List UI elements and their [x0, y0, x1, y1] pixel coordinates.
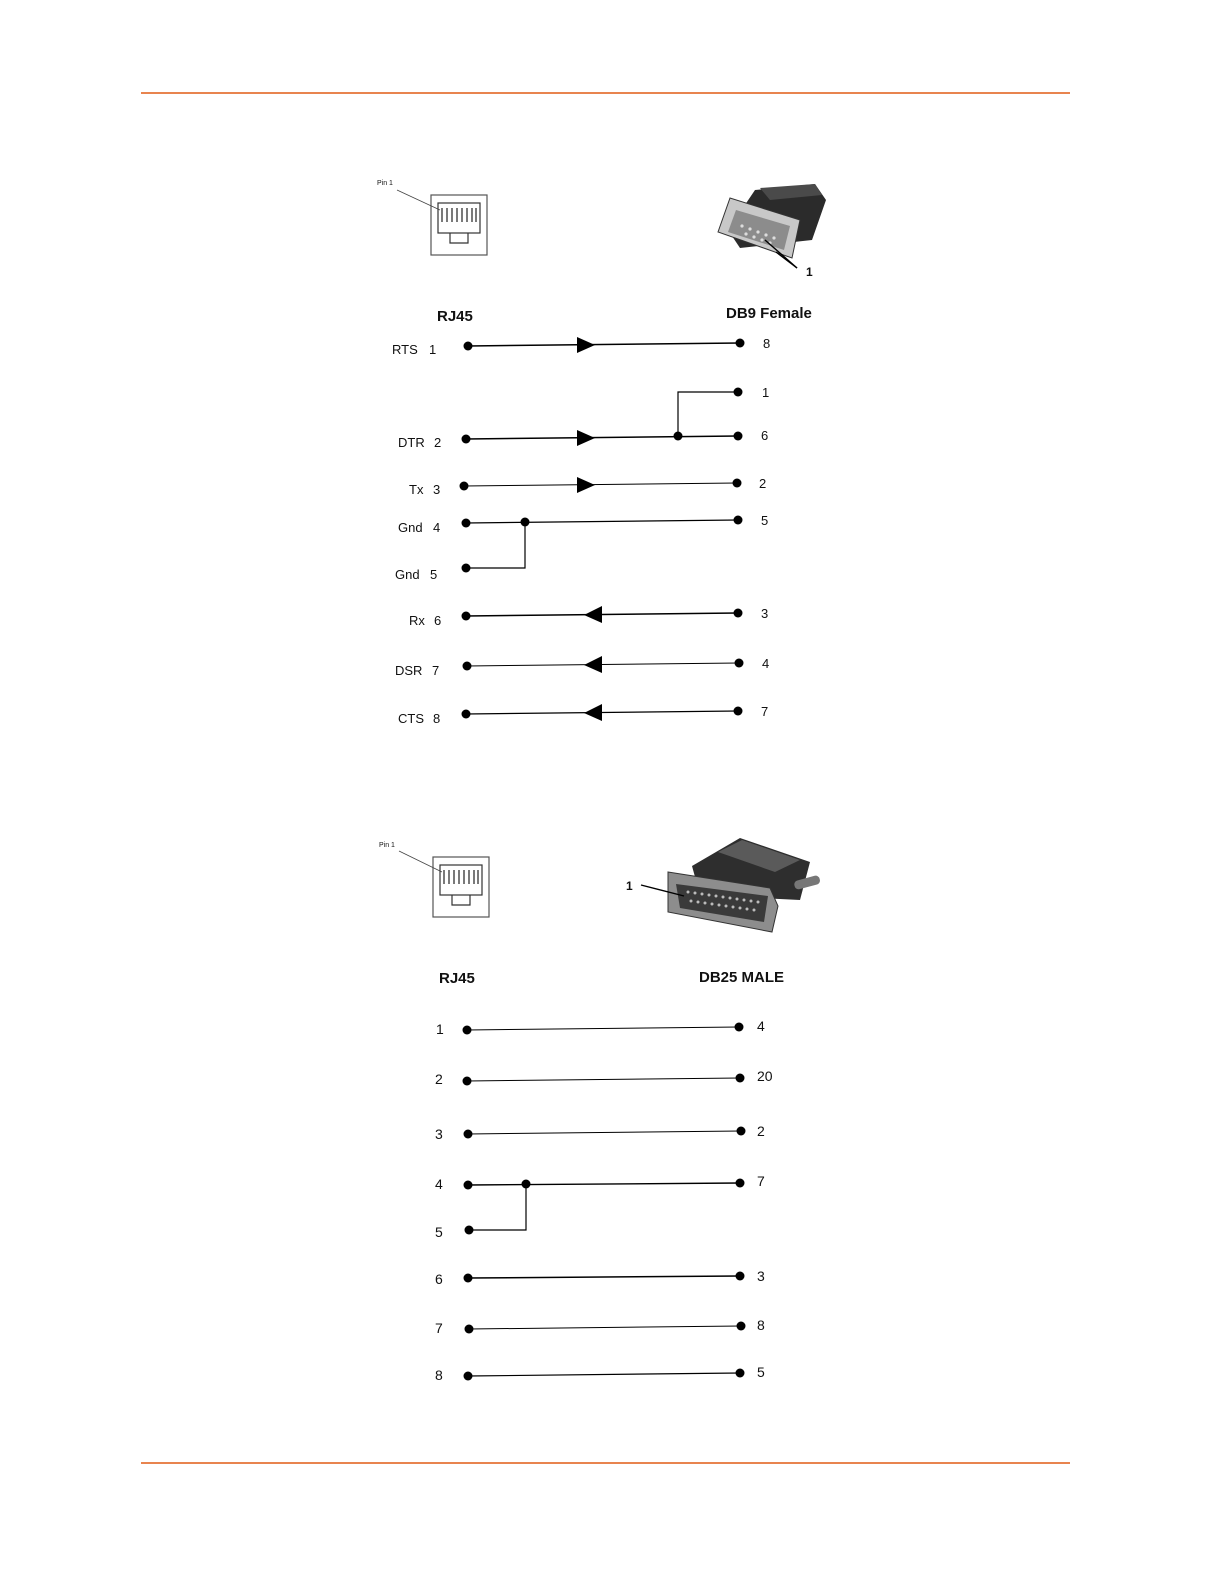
terminal-dot: [462, 564, 471, 573]
db25-pin1-callout: 1: [626, 879, 633, 893]
arrow-right-icon: [577, 337, 595, 353]
signal-label: DSR: [395, 663, 423, 678]
rj45-pin-number: 4: [435, 1176, 443, 1192]
db25-pin-number: 3: [757, 1268, 765, 1284]
terminal-dot: [464, 342, 473, 351]
signal-label: Tx: [409, 482, 424, 497]
db9-pin-number: 3: [761, 606, 769, 621]
terminal-dot: [733, 479, 742, 488]
rj45-pin-number: 1: [429, 342, 437, 357]
terminal-dot: [462, 435, 471, 444]
terminal-dot: [734, 432, 743, 441]
terminal-dot: [465, 1226, 474, 1235]
db25-pin-number: 7: [757, 1173, 765, 1189]
rj45-pin-number: 5: [430, 567, 438, 582]
terminal-dot: [734, 516, 743, 525]
rj45-pin-number: 6: [435, 1271, 443, 1287]
wire: [467, 663, 739, 666]
arrow-left-icon: [584, 704, 602, 721]
terminal-dot: [734, 609, 743, 618]
terminal-dot: [464, 1130, 473, 1139]
wire: [467, 1078, 740, 1081]
terminal-dot: [465, 1325, 474, 1334]
arrow-right-icon: [577, 430, 595, 446]
db9-connector-icon: [718, 184, 826, 268]
arrow-right-icon: [577, 477, 595, 493]
terminal-dot: [462, 519, 471, 528]
wire: [469, 1326, 741, 1329]
rj45-pin-number: 1: [436, 1021, 444, 1037]
junction-dot: [522, 1180, 531, 1189]
db9-pin-number: 5: [761, 513, 769, 528]
rj45-pin1-label: Pin 1: [377, 180, 393, 187]
rj45-pin-number: 5: [435, 1224, 443, 1240]
arrow-left-icon: [584, 656, 602, 673]
terminal-dot: [463, 1026, 472, 1035]
signal-label: RTS: [392, 342, 418, 357]
terminal-dot: [460, 482, 469, 491]
terminal-dot: [462, 710, 471, 719]
db25-pinout-diagram: [379, 838, 821, 1383]
db9-pin1-callout: 1: [806, 265, 813, 279]
wire: [466, 520, 738, 523]
wire: [464, 483, 737, 486]
rj45-jack-icon: [397, 190, 487, 255]
rj45-pin1-label: Pin 1: [379, 842, 395, 849]
wire: [468, 1276, 740, 1278]
terminal-dot: [735, 1023, 744, 1032]
db25-pin-number: 4: [757, 1018, 765, 1034]
wire: [469, 1184, 526, 1230]
db9-pin-number: 6: [761, 428, 769, 443]
signal-label: Rx: [409, 613, 425, 628]
wire: [466, 522, 525, 568]
rj45-pin-number: 7: [435, 1320, 443, 1336]
rj45-pin-number: 6: [434, 613, 442, 628]
wire: [468, 1131, 741, 1134]
wire: [468, 343, 740, 346]
terminal-dot: [736, 1272, 745, 1281]
wire: [678, 392, 738, 436]
wire: [468, 1373, 740, 1376]
db9-pinout-diagram: [377, 180, 826, 726]
terminal-dot: [737, 1322, 746, 1331]
rj45-jack-icon: [399, 851, 489, 917]
rj45-pin-number: 2: [435, 1071, 443, 1087]
rj45-pin-number: 2: [434, 435, 442, 450]
db25-pin-number: 5: [757, 1364, 765, 1380]
terminal-dot: [735, 659, 744, 668]
wire: [468, 1183, 740, 1185]
db9-pin-number: 1: [762, 385, 770, 400]
junction-dot: [674, 432, 683, 441]
terminal-dot: [464, 1181, 473, 1190]
db9-pin-number: 4: [762, 656, 770, 671]
rj45-pin-number: 3: [435, 1126, 443, 1142]
rj45-pin-number: 8: [435, 1367, 443, 1383]
db25-pin-number: 2: [757, 1123, 765, 1139]
terminal-dot: [736, 1179, 745, 1188]
terminal-dot: [463, 1077, 472, 1086]
signal-label: Gnd: [398, 520, 423, 535]
db25-pin-number: 20: [757, 1068, 773, 1084]
rj45-header: RJ45: [439, 970, 475, 987]
terminal-dot: [734, 707, 743, 716]
db9-pin-number: 7: [761, 704, 769, 719]
db9-pin-number: 8: [763, 336, 771, 351]
db25-connector-icon: [641, 838, 821, 932]
db25-wires: [467, 1027, 741, 1376]
db9-direction-arrows: [577, 337, 602, 721]
db9-header: DB9 Female: [726, 305, 812, 322]
terminal-dot: [737, 1127, 746, 1136]
wire: [466, 436, 738, 439]
rj45-header: RJ45: [437, 308, 473, 325]
signal-label: Gnd: [395, 567, 420, 582]
terminal-dot: [464, 1274, 473, 1283]
terminal-dot: [736, 1074, 745, 1083]
terminal-dot: [464, 1372, 473, 1381]
terminal-dot: [736, 339, 745, 348]
arrow-left-icon: [584, 606, 602, 623]
junction-dot: [521, 518, 530, 527]
terminal-dot: [734, 388, 743, 397]
rj45-pin-number: 8: [433, 711, 441, 726]
rj45-pin-number: 3: [433, 482, 441, 497]
db25-header: DB25 MALE: [699, 969, 785, 986]
db25-pin-number: 8: [757, 1317, 765, 1333]
signal-label: CTS: [398, 711, 424, 726]
db9-pin-number: 2: [759, 476, 767, 491]
terminal-dot: [463, 662, 472, 671]
terminal-dot: [736, 1369, 745, 1378]
rj45-pin-number: 7: [432, 663, 440, 678]
signal-label: DTR: [398, 435, 425, 450]
wire: [467, 1027, 739, 1030]
rj45-pin-number: 4: [433, 520, 441, 535]
terminal-dot: [462, 612, 471, 621]
